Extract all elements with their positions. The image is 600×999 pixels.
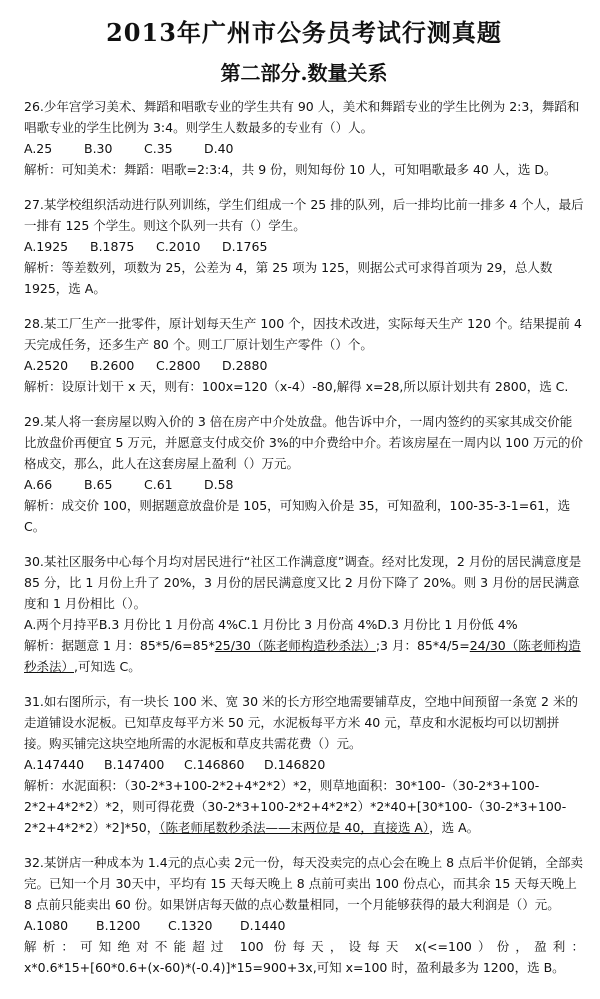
option-b: B.1875 bbox=[90, 239, 135, 254]
question-options bbox=[24, 754, 584, 775]
question-27 bbox=[24, 194, 584, 299]
analysis-text: 解析：据题意 1 月：85*5/6=85* bbox=[24, 638, 215, 653]
question-analysis: 解析：成交价 100，则据题意放盘价是 105，可知购入价是 35，可知盈利，100-35-3-1=61，选 C。 bbox=[24, 498, 571, 534]
option-c: C.1 月份比 3 月份高 4% bbox=[238, 617, 378, 632]
option-d: D.40 bbox=[204, 141, 234, 156]
analysis-text: ，选 A。 bbox=[429, 820, 480, 835]
option-b: B.1200 bbox=[96, 918, 141, 933]
option-b: B.30 bbox=[84, 141, 113, 156]
option-c: C.146860 bbox=[184, 757, 245, 772]
question-options bbox=[24, 614, 584, 635]
question-stem: 28.某工厂生产一批零件，原计划每天生产 100 个，因技术改进，实际每天生产 120 个。结果提前 4 天完成任务，还多生产 80 个。则工厂原计划生产零件（）个。 bbox=[24, 316, 582, 352]
section-title: 第二部分.数量关系 bbox=[220, 61, 388, 85]
option-a: A.25 bbox=[24, 141, 53, 156]
question-analysis bbox=[24, 775, 584, 838]
option-d: D.146820 bbox=[264, 757, 326, 772]
option-c: C.1320 bbox=[168, 918, 213, 933]
question-26 bbox=[24, 96, 584, 180]
option-b: B.2600 bbox=[90, 358, 135, 373]
question-29 bbox=[24, 411, 584, 537]
question-analysis: 解析：可知绝对不能超过 100 份每天，设每天 x(<=100）份，盈利： bbox=[24, 939, 584, 954]
analysis-text: ,可知选 C。 bbox=[74, 659, 141, 674]
question-analysis: 解析：等差数列，项数为 25，公差为 4，第 25 项为 125，则据公式可求得首项为 29，总人数 1925，选 A。 bbox=[24, 260, 553, 296]
page-title: 2013年广州市公务员考试行测真题 bbox=[106, 18, 502, 47]
option-b: B.3 月份比 1 月份高 4% bbox=[98, 617, 238, 632]
option-d: D.1440 bbox=[240, 918, 286, 933]
option-d: D.3 月份比 1 月份低 4% bbox=[377, 617, 518, 632]
question-stem: 32.某饼店一种成本为 1.4元的点心卖 2元一份，每天没卖完的点心会在晚上 8 点后半价促销，全部卖完。已知一个月 30天中，平均有 15 天每天晚上 8 点前可卖出 100 份点心，而其余 15 天每天晚上 8 点前只能卖出 60 份。如果饼店每天做的点心数量相同，一个月能够获得的最大利润是（）元。 bbox=[24, 855, 584, 912]
option-d: D.1765 bbox=[222, 239, 268, 254]
question-stem: 31.如右图所示，有一块长 100 米、宽 30 米的长方形空地需要铺草皮，空地中间预留一条宽 2 米的走道铺设水泥板。已知草皮每平方米 50 元，水泥板每平方米 40 元，草皮和水泥板均可以切割拼接。购买铺完这块空地所需的水泥板和草皮共需花费（）元。 bbox=[24, 694, 578, 751]
question-options bbox=[24, 138, 584, 159]
question-30 bbox=[24, 551, 584, 677]
option-c: C.2800 bbox=[156, 358, 201, 373]
option-d: D.2880 bbox=[222, 358, 268, 373]
question-analysis: 解析：设原计划干 x 天，则有：100x=120（x-4）-80,解得 x=28,所以原计划共有 2800，选 C. bbox=[24, 379, 569, 394]
question-stem: 27.某学校组织活动进行队列训练，学生们组成一个 25 排的队列，后一排均比前一排多 4 个人，最后一排有 125 个学生。则这个队列一共有（）学生。 bbox=[24, 197, 584, 233]
option-c: C.2010 bbox=[156, 239, 201, 254]
option-a: A.2520 bbox=[24, 358, 69, 373]
option-a: A.两个月持平 bbox=[24, 617, 99, 632]
question-options bbox=[24, 915, 584, 936]
question-stem: 26.少年宫学习美术、舞蹈和唱歌专业的学生共有 90 人，美术和舞蹈专业的学生比例为 2:3，舞蹈和唱歌专业的学生比例为 3:4。则学生人数最多的专业有（）人。 bbox=[24, 99, 580, 135]
question-stem: 30.某社区服务中心每个月均对居民进行“社区工作满意度”调查。经对比发现，2 月份的居民满意度是 85 分，比 1 月份上升了 20%，3 月份的居民满意度又比 2 月份下降了 20%。则 3 月份的居民满意度和 1 月份相比（）。 bbox=[24, 554, 582, 611]
analysis-underlined: 24/30（陈老师构造秒杀法） bbox=[24, 638, 581, 674]
question-options bbox=[24, 355, 584, 376]
question-31 bbox=[24, 691, 584, 838]
question-28 bbox=[24, 313, 584, 397]
option-c: C.61 bbox=[144, 477, 173, 492]
option-a: A.1080 bbox=[24, 918, 69, 933]
analysis-text: 解析：水泥面积：（30-2*3+100-2*2+4*2*2）*2，则草地面积：30*100-（30-2*3+100-2*2+4*2*2）*2，则可得花费（30-2*3+100-2*2+4*2*2）*2*40+[30*100-（30-2*3+100-2*2+4*2*2）*2]*50， bbox=[24, 778, 567, 835]
question-analysis: 解析：可知美术：舞蹈：唱歌=2:3:4，共 9 份，则知每份 10 人，可知唱歌最多 40 人，选 D。 bbox=[24, 162, 557, 177]
option-a: A.66 bbox=[24, 477, 53, 492]
question-options bbox=[24, 474, 584, 495]
question-analysis-cont: x*0.6*15+[60*0.6+(x-60)*(-0.4)]*15=900+3x,可知 x=100 时，盈利最多为 1200，选 B。 bbox=[24, 960, 565, 975]
analysis-text: ;3 月：85*4/5= bbox=[375, 638, 470, 653]
question-32 bbox=[24, 852, 584, 978]
option-d: D.58 bbox=[204, 477, 234, 492]
analysis-underlined: 25/30（陈老师构造秒杀法） bbox=[214, 638, 376, 653]
question-options bbox=[24, 236, 584, 257]
analysis-underlined: （陈老师尾数秒杀法——末两位是 40，直接选 A） bbox=[159, 820, 430, 835]
option-b: B.147400 bbox=[104, 757, 165, 772]
question-analysis bbox=[24, 635, 584, 677]
option-a: A.1925 bbox=[24, 239, 69, 254]
option-b: B.65 bbox=[84, 477, 113, 492]
option-a: A.147440 bbox=[24, 757, 85, 772]
question-stem: 29.某人将一套房屋以购入价的 3 倍在房产中介处放盘。他告诉中介，一周内签约的买家其成交价能比放盘价再便宜 5 万元，并愿意支付成交价 3%的中介费给中介。若该房屋在一周内以 100 万元的价格成交，那么，此人在这套房屋上盈利（）万元。 bbox=[24, 414, 584, 471]
option-c: C.35 bbox=[144, 141, 173, 156]
